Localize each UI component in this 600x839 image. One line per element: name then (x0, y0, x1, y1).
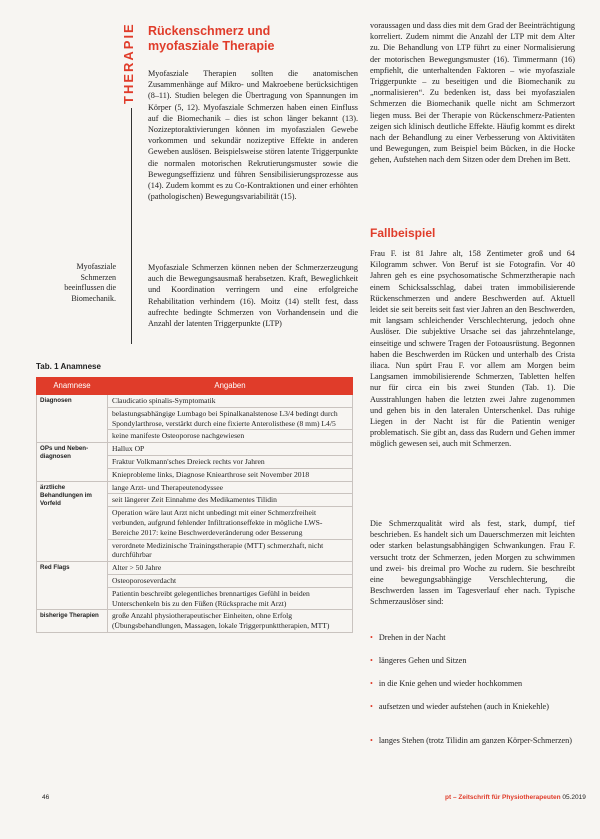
list-item: • langes Stehen (trotz Tilidin am ganzen Körper-Schmerzen) (370, 736, 572, 745)
table-cell: Osteoporoseverdacht (108, 574, 353, 587)
table-category: Red Flags (37, 562, 108, 610)
list-item: • in die Knie gehen und wieder hochkommen (370, 679, 523, 688)
table-cell: seit längerer Zeit Einnahme des Medikamentes Tilidin (108, 494, 353, 507)
table-cell: Hallux OP (108, 443, 353, 456)
table-cell: lange Arzt- und Therapeutenodyssee (108, 481, 353, 494)
journal-issue: 05.2019 (562, 794, 586, 801)
table-cell: Operation wäre laut Arzt nicht unbedingt mit einer Schmerzfreiheit verbunden, aufgrund fehlender Infiltrationseffekte in mögliche LWS-Bereiche 2017: keine Beschwerdeveränderung oder Besserung (108, 507, 353, 539)
margin-note: Myofasziale Schmerzen beeinflussen die Biomechanik. (64, 262, 116, 303)
table-category: OPs und Neben-diagnosen (37, 443, 108, 481)
paragraph-myofascial: Myofasziale Schmerzen können neben der Schmerzerzeugung auch die Bewegungsausmaß herabsetzen. Kraft, Beweglichkeit und Koordination verringern und eine erfolgreiche Rehabilitation verhindern (16). Moitz (14) stellt fest, dass aufrechte bedingte Schmerzen von Vorhandensein und die Anzahl der latenten Triggerpunkte (LTP) (148, 263, 358, 329)
case-study-heading: Fallbeispiel (370, 226, 436, 240)
paragraph-case: Frau F. ist 81 Jahre alt, 158 Zentimeter groß und 64 Kilogramm schwer. Von Beruf ist sie Fotografin. Vor 40 Jahren geh es eine psychosomatische Schmerztherapie nach einem Schicksalsschlag, dabei traten immobilisierende Rückenschmerzen und andere Beschwerden auf. Aktuell leidet sie seit bereits seit fast vier Jahren an den Beschwerden, mit langsam schleichender Verschlechterung, jedoch ohne Auslöser. Die subjektive Ursache sei das jahrzehntelange, einseitige und schwere Tragen der Fotoausrüstung. Begonnen haben die Beschwerden im Rücken und unterhalb des Crista iliaca. Nun spürt Frau F. vor allem am Morgen beim Langsamen immobilisierende Schmerzen, Tabletten helfen nur für circa ein bis zwei Stunden (Tab. 1). Die Ausstrahlungen haben die letzten zwei Jahre zugenommen und gehen bis in den lateralen Unterschenkel. Das ruhige Liegen in der Nacht ist für die Patientin weniger problematisch. Sie gibt an, dass das Rudern und Gehen immer möglich gewesen sei, auch mit Schmerzen. (370, 249, 575, 449)
table-cell: große Anzahl physiotherapeutischer Einheiten, ohne Erfolg (Übungsbehandlungen, Massagen, lokale Triggerpunkttherapien, MTT) (108, 610, 353, 633)
list-item: • längeres Gehen und Sitzen (370, 656, 467, 665)
paragraph-continuation: voraussagen und dass dies mit dem Grad der Beeinträchtigung korreliert. Zudem nimmt die Anzahl der LTP mit dem Alter zu. Die Behandlung von LTP führt zu einer Normalisierung der motorischen Bewegungsmuster (16). Timmermann (16) empfiehlt, die unterhaltenden Faktoren – wie myofasziale Triggerpunkte – zu beseitigen und die Biomechanik zu „normalisieren“. Zu bedenken ist, dass bei myofaszialen Schmerzen die Biomechanik quelle nicht am Schmerzort liegen muss. Bei der Therapie von Rückenschmerz-Patienten zeigen sich klinisch deutliche Effekte. Häufig kommt es direkt nach der Behandlung zu einer Verbesserung von Aktivitäten und Bewegungen, zum Beispiel beim Bücken, in die Hocke gehen, Aufstehen nach dem Sitzen oder dem Drehen im Bett. (370, 21, 575, 165)
table-category: bisherige Therapien (37, 610, 108, 633)
article-heading: Rückenschmerz und myofasziale Therapie (148, 24, 275, 53)
table-cell: Alter > 50 Jahre (108, 562, 353, 575)
journal-footer (445, 794, 586, 801)
journal-name: pt – Zeitschrift für Physiotherapeuten (445, 794, 561, 801)
section-divider (131, 108, 132, 344)
table-category: ärztliche Behandlungen im Vorfeld (37, 481, 108, 562)
anamnesis-table (36, 377, 353, 633)
section-tab: THERAPIE (121, 22, 136, 104)
table-category: Diagnosen (37, 395, 108, 443)
table-header-angaben: Angaben (108, 378, 353, 395)
table-cell: Fraktur Volkmann'sches Dreieck rechts vor Jahren (108, 455, 353, 468)
table-title: Tab. 1 Anamnese (36, 362, 101, 371)
paragraph-pain-quality: Die Schmerzqualität wird als fest, stark, dumpf, tief beschrieben. Es handelt sich um Dauerschmerzen mit leichten oder starken belastungsabhängigen Schwankungen. Frau F. versucht trotz der Schmerzen, jeden Morgen zu schwimmen und zwei- bis dreimal pro Woche zu rudern. Sie beschreibt eine bewegungsabhängige Verschlechterung, die Beschwerden lassen im Tagesverlauf eher nach. Typische Schmerzauslöser sind: (370, 519, 575, 607)
table-cell: Knieprobleme links, Diagnose Kniearthrose seit November 2018 (108, 468, 353, 481)
paragraph-intro: Myofasziale Therapien sollten die anatomischen Zusammenhänge auf Mikro- und Makroebene berücksichtigen (8–11). Studien belegen die Übertragung von Spannungen im Körper (5, 12). Myofasziale Schmerzen haben einen Einfluss auf die Biomechanik – dies ist schon länger bekannt (13). Nozizeptoraktivierungen können im myofaszialen Gewebe vorkommen und sekundär nozizeptive Effekte in anderen Geweben auslösen. Beispielsweise stören latente Triggerpunkte die normalen motorischen Rekrutierungsmuster sowie die Bewegungseffizienz und führen Sensibilisierungsprozesse aus (14). Zudem kommt es zu Co-Kontraktionen und einer erhöhten (pathologischen) Bewegungsvariabilität (15). (148, 69, 358, 202)
table-cell: Patientin beschreibt gelegentliches brennartiges Gefühl in beiden Unterschenkeln bis zu den Füßen (Rücksprache mit Arzt) (108, 587, 353, 610)
list-item: • aufsetzen und wieder aufstehen (auch in Kniekehle) (370, 702, 549, 711)
page-number: 46 (42, 794, 50, 801)
table-header-anamnese: Anamnese (37, 378, 108, 395)
table-cell: verordnete Medizinische Trainingstherapie (MTT) schmerzhaft, nicht durchführbar (108, 539, 353, 562)
table-cell: Claudicatio spinalis-Symptomatik (108, 395, 353, 408)
table-cell: belastungsabhängige Lumbago bei Spinalkanalstenose L3/4 bedingt durch Spondylarthrose, verstärkt durch eine fixierte Anterolisthese (8 mm) L4/5 (108, 407, 353, 430)
list-item: • Drehen in der Nacht (370, 633, 446, 642)
table-cell: keine manifeste Osteoporose nachgewiesen (108, 430, 353, 443)
